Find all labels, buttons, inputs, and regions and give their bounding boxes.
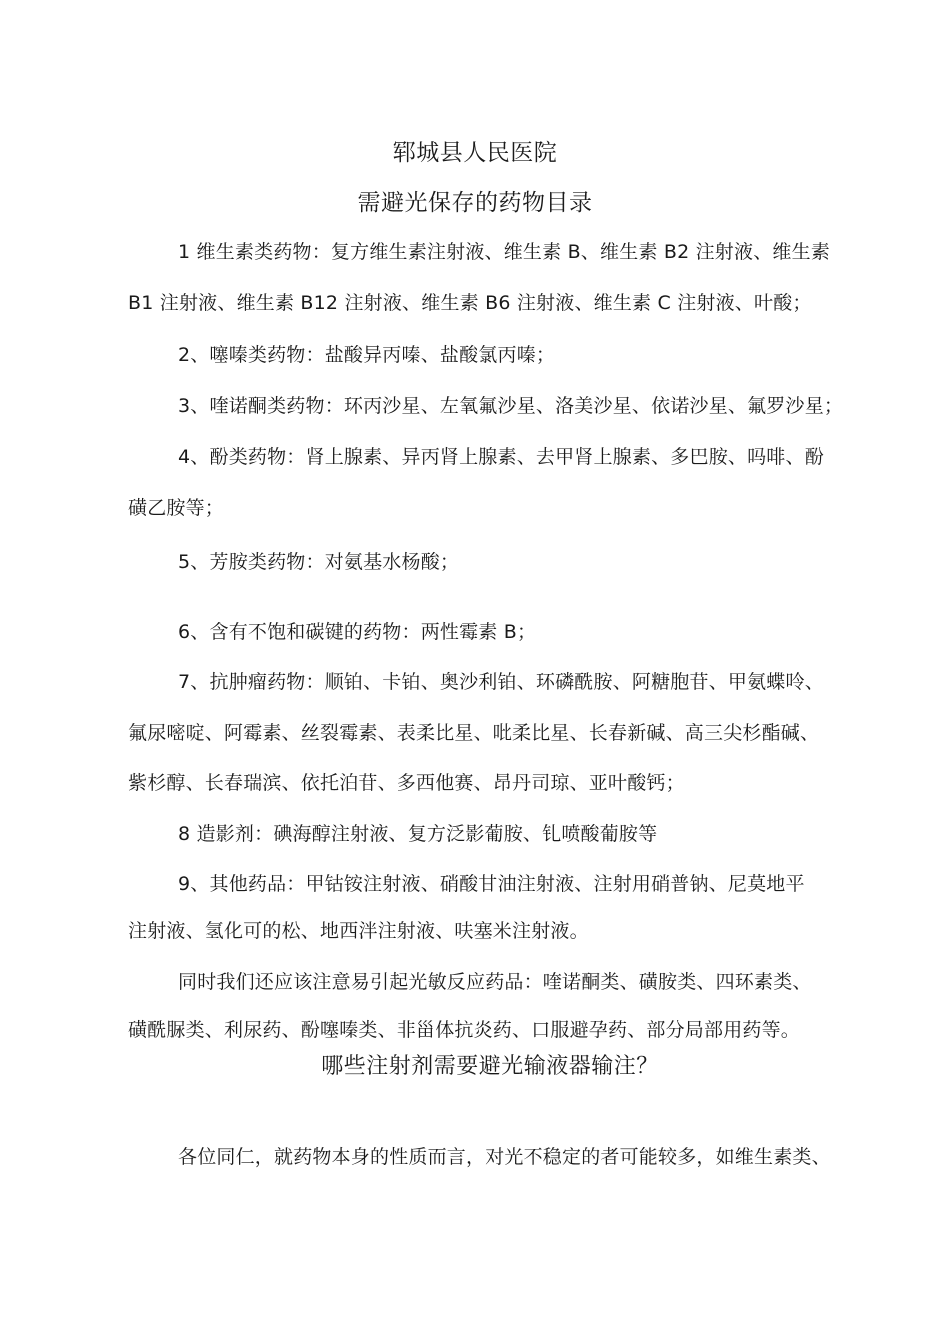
item-7-line-2: 氟尿嘧啶、阿霉素、丝裂霉素、表柔比星、吡柔比星、长春新碱、高三尖杉酯碱、 [128,722,820,744]
item-6-line-1: 6、含有不饱和碳键的药物：两性霉素 B； [178,621,537,643]
item-3-line-1: 3、喹诺酮类药物：环丙沙星、左氧氟沙星、洛美沙星、依诺沙星、氟罗沙星； [178,395,844,417]
item-4-line-2: 磺乙胺等； [128,497,225,519]
item-7-line-1: 7、抗肿瘤药物：顺铂、卡铂、奥沙利铂、环磷酰胺、阿糖胞苷、甲氨蝶呤、 [178,671,824,693]
item-9-line-1: 9、其他药品：甲钴铵注射液、硝酸甘油注射液、注射用硝普钠、尼莫地平 [178,873,805,895]
item-1-line-1: 1 维生素类药物：复方维生素注射液、维生素 B、维生素 B2 注射液、维生素 [178,241,831,263]
list-title: 需避光保存的药物目录 [357,190,593,216]
item-2-line-1: 2、噻嗪类药物：盐酸异丙嗪、盐酸氯丙嗪； [178,344,556,366]
section-2-paragraph-1: 各位同仁，就药物本身的性质而言，对光不稳定的者可能较多，如维生素类、 [178,1146,831,1168]
section-2-title: 哪些注射剂需要避光输液器输注？ [321,1054,659,1079]
item-8-line-1: 8 造影剂：碘海醇注射液、复方泛影葡胺、钆喷酸葡胺等 [178,823,658,845]
item-1-line-2: B1 注射液、维生素 B12 注射液、维生素 B6 注射液、维生素 C 注射液、叶酸； [128,292,812,314]
note-line-1: 同时我们还应该注意易引起光敏反应药品：喹诺酮类、磺胺类、四环素类、 [178,971,812,993]
item-7-line-3: 紫杉醇、长春瑞滨、依托泊苷、多西他赛、昂丹司琼、亚叶酸钙； [128,772,685,794]
item-9-line-2: 注射液、氢化可的松、地西泮注射液、呋塞米注射液。 [128,920,589,942]
note-line-2: 磺酰脲类、利尿药、酚噻嗪类、非甾体抗炎药、口服避孕药、部分局部用药等。 [128,1019,801,1041]
hospital-name: 郓城县人民医院 [392,140,558,166]
item-4-line-1: 4、酚类药物：肾上腺素、异丙肾上腺素、去甲肾上腺素、多巴胺、吗啡、酚 [178,446,824,468]
item-5-line-1: 5、芳胺类药物：对氨基水杨酸； [178,551,460,573]
